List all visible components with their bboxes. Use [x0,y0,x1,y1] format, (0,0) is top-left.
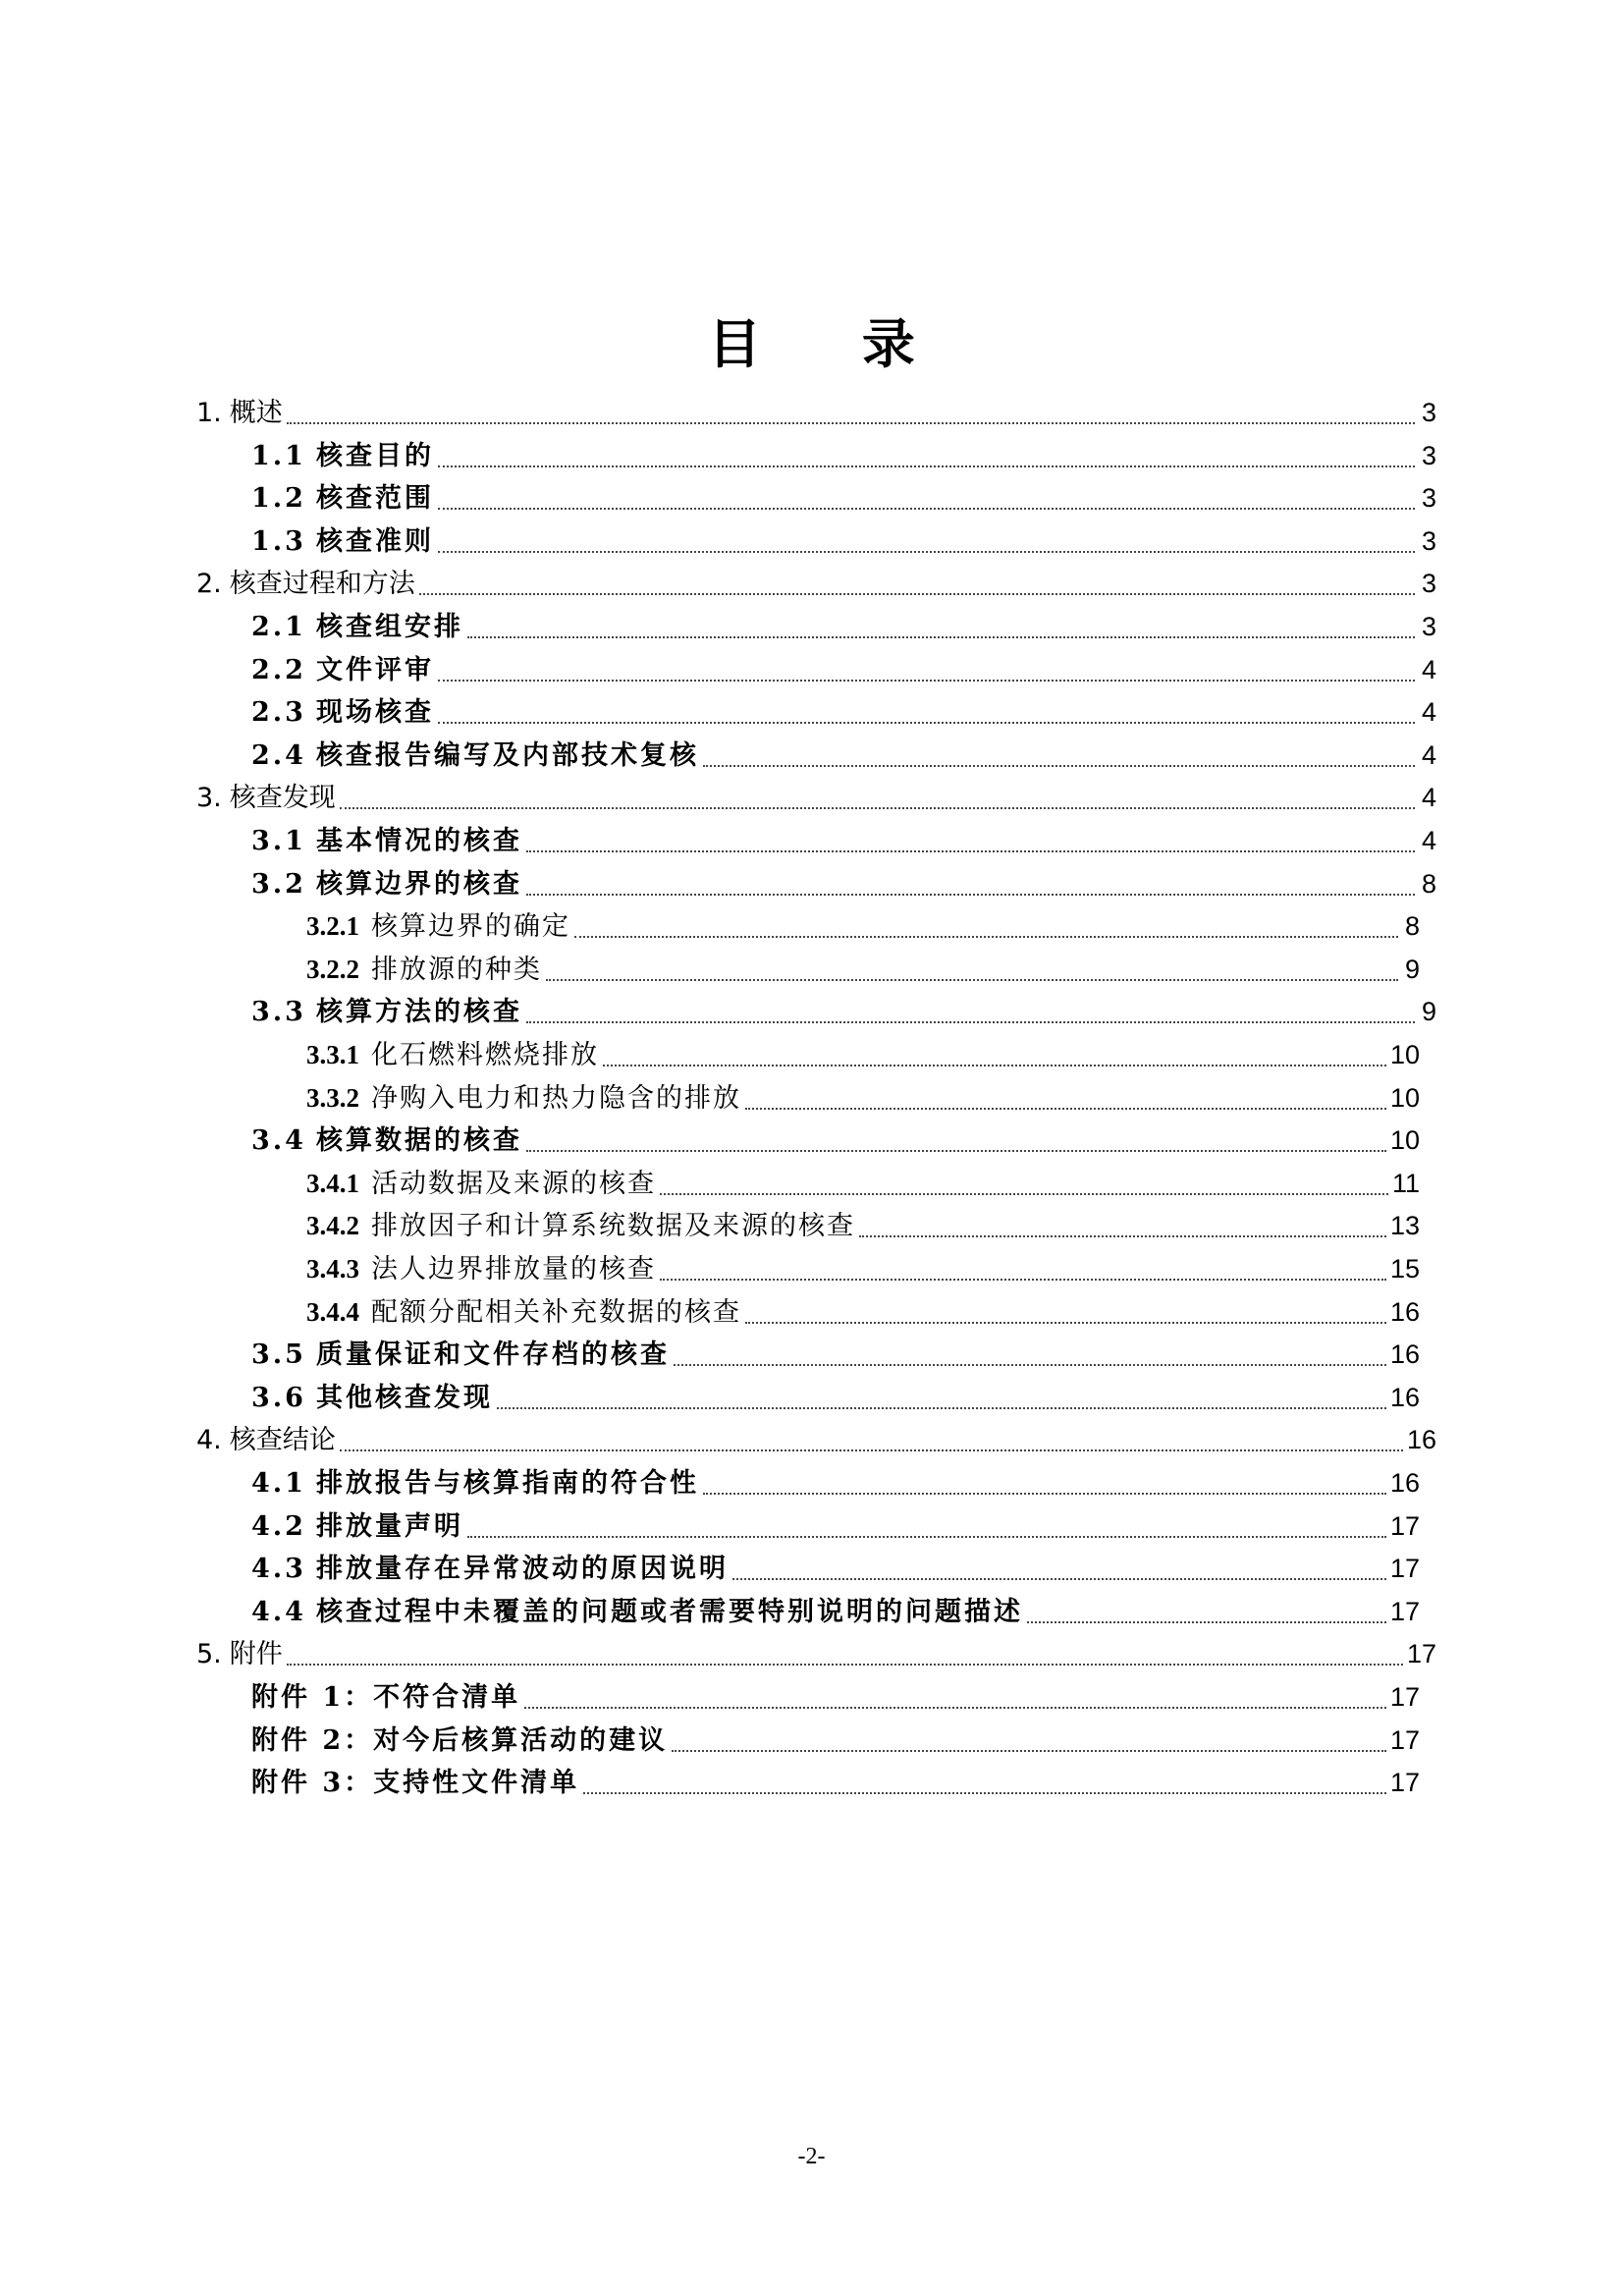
toc-dot-leader [287,1632,1403,1675]
toc-entry[interactable] [306,1204,1420,1247]
toc-entry-page-number: 16 [1389,1382,1420,1412]
toc-entry-title: 文件评审 [315,654,434,685]
toc-entry[interactable] [306,1162,1420,1205]
toc-entry-page-number: 3 [1421,569,1436,599]
toc-entry-title: 净购入电力和热力隐含的排放 [371,1082,741,1114]
toc-entry[interactable] [196,1418,1436,1461]
toc-entry-number: 3.6 [251,1382,306,1413]
toc-dot-leader [660,1247,1386,1290]
toc-dot-leader [419,562,1415,605]
toc-entry[interactable] [196,776,1436,819]
toc-entry-title: 排放报告与核算指南的符合性 [315,1468,699,1499]
toc-entry-number: 3.2 [251,868,306,900]
toc-entry[interactable] [251,1675,1420,1719]
toc-dot-leader [859,1204,1386,1247]
toc-entry-title: 基本情况的核查 [315,826,522,856]
toc-dot-leader [467,605,1415,648]
toc-entry-page-number: 17 [1389,1682,1420,1712]
toc-entry[interactable] [251,648,1436,691]
toc-entry-number: 3.4.2 [306,1211,359,1241]
toc-entry[interactable] [306,1076,1420,1120]
toc-dot-leader [703,1461,1386,1504]
toc-entry[interactable] [251,1719,1420,1762]
toc-dot-leader [574,904,1398,948]
toc-entry-number: 3.2.2 [306,954,359,984]
toc-entry-number: 1.2 [251,483,306,515]
toc-entry-number: 1. [196,398,222,428]
toc-dot-leader [745,1076,1386,1120]
toc-dot-leader [660,1162,1388,1205]
toc-entry-page-number: 4 [1421,654,1436,684]
toc-entry[interactable] [251,862,1436,905]
toc-entry-page-number: 13 [1389,1211,1420,1241]
toc-dot-leader [745,1290,1386,1334]
toc-entry-page-number: 8 [1421,868,1436,899]
toc-dot-leader [526,819,1415,862]
toc-entry-page-number: 17 [1389,1596,1420,1626]
toc-dot-leader [703,734,1415,777]
toc-entry-title: 附件 1：不符合清单 [251,1682,521,1713]
toc-entry-number: 4.3 [251,1554,306,1585]
toc-entry-title: 核查组安排 [315,612,463,642]
toc-entry-title: 现场核查 [315,697,434,729]
toc-entry-number: 1.3 [251,525,306,557]
toc-entry-title: 核算方法的核查 [315,997,522,1028]
toc-entry-title: 排放因子和计算系统数据及来源的核查 [371,1211,855,1242]
toc-entry-page-number: 17 [1389,1768,1420,1798]
toc-entry-number: 4.1 [251,1468,306,1499]
toc-entry-title: 附件 3：支持性文件清单 [251,1768,580,1799]
toc-entry-title: 核算边界的核查 [315,868,522,900]
toc-entry-page-number: 16 [1406,1425,1436,1455]
toc-entry-number: 3.2.1 [306,911,359,942]
toc-dot-leader [438,648,1415,691]
toc-entry-title: 核查报告编写及内部技术复核 [315,739,699,771]
toc-entry[interactable] [196,391,1436,434]
toc-entry[interactable] [251,690,1436,734]
toc-entry[interactable] [196,1632,1436,1675]
toc-dot-leader [546,948,1398,991]
toc-dot-leader [674,1333,1386,1376]
toc-entry[interactable] [251,1504,1420,1548]
toc-dot-leader [340,776,1415,819]
toc-entry-page-number: 17 [1389,1510,1420,1541]
toc-entry-title: 附件 [229,1639,283,1670]
toc-entry-page-number: 16 [1389,1468,1420,1498]
toc-entry-title: 法人边界排放量的核查 [371,1254,656,1285]
toc-entry-title: 核查结论 [229,1425,336,1456]
toc-dot-leader [438,434,1415,477]
toc-entry-page-number: 10 [1389,1125,1420,1156]
toc-entry[interactable] [251,1547,1420,1590]
toc-entry[interactable] [251,990,1436,1033]
toc-entry-title: 核查发现 [229,783,336,814]
toc-entry-title: 活动数据及来源的核查 [371,1168,656,1199]
toc-entry[interactable] [251,1333,1420,1376]
toc-entry-number: 1.1 [251,440,306,471]
toc-entry-number: 3.3 [251,997,306,1028]
toc-entry-page-number: 17 [1406,1639,1436,1669]
toc-entry-page-number: 9 [1421,997,1436,1027]
toc-entry-page-number: 9 [1404,954,1420,984]
toc-dot-leader [497,1376,1386,1419]
toc-entry-page-number: 3 [1421,398,1436,427]
toc-entry[interactable] [306,1247,1420,1290]
toc-entry-title: 核算数据的核查 [315,1125,522,1157]
toc-entry-title: 化石燃料燃烧排放 [371,1040,599,1070]
toc-entry-number: 3.4 [251,1125,306,1157]
toc-title: 目 录 [708,313,956,375]
toc-entry-title: 概述 [229,398,283,428]
toc-entry-number: 4. [196,1425,222,1456]
toc-entry-number: 3. [196,783,222,814]
toc-entry[interactable] [251,1376,1420,1419]
toc-entry-page-number: 16 [1389,1296,1420,1327]
toc-entry-number: 2.1 [251,612,306,642]
toc-entry-number: 3.5 [251,1339,306,1371]
toc-entry[interactable] [251,1461,1420,1504]
toc-entry-page-number: 10 [1389,1082,1420,1113]
toc-dot-leader [438,476,1415,519]
toc-entry-page-number: 16 [1389,1339,1420,1370]
toc-entry[interactable] [196,562,1436,605]
toc-dot-leader [287,391,1415,434]
toc-entry-page-number: 17 [1389,1724,1420,1755]
toc-dot-leader [672,1719,1386,1762]
toc-dot-leader [732,1547,1386,1590]
toc-entry[interactable] [306,1290,1420,1334]
toc-dot-leader [524,1675,1386,1719]
toc-entry-page-number: 4 [1421,739,1436,770]
toc-entry-title: 排放源的种类 [371,954,542,985]
toc-entry-number: 4.2 [251,1510,306,1542]
toc-entry-number: 2.2 [251,654,306,685]
toc-entry-number: 3.3.1 [306,1040,359,1069]
toc-entry[interactable] [251,1119,1420,1162]
toc-dot-leader [526,862,1415,905]
toc-entry-number: 3.1 [251,826,306,856]
toc-dot-leader [467,1504,1386,1548]
toc-entry-page-number: 15 [1389,1254,1420,1284]
toc-entry-number: 3.3.2 [306,1082,359,1113]
toc-entry[interactable] [306,948,1420,991]
toc-entry-title: 核查范围 [315,483,434,515]
toc-entry-title: 质量保证和文件存档的核查 [315,1339,670,1371]
toc-entry-title: 排放量存在异常波动的原因说明 [315,1554,729,1585]
toc-dot-leader [583,1761,1386,1804]
toc-entry[interactable] [251,476,1436,519]
toc-entry[interactable] [251,734,1436,777]
toc-dot-leader [438,690,1415,734]
toc-entry-page-number: 17 [1389,1554,1420,1584]
toc-entry-number: 3.4.3 [306,1254,359,1284]
toc-entry-number: 2.3 [251,697,306,729]
toc-dot-leader [340,1418,1403,1461]
toc-entry[interactable] [251,434,1436,477]
toc-entry-page-number: 11 [1391,1168,1420,1198]
toc-entry-number: 2. [196,569,222,600]
toc-dot-leader [603,1033,1386,1076]
toc-entry-title: 核查准则 [315,525,434,557]
toc-dot-leader [438,519,1415,563]
toc-entry-page-number: 3 [1421,612,1436,641]
toc-entry[interactable] [306,904,1420,948]
toc-entry-page-number: 4 [1421,783,1436,813]
toc-entry-title: 核查过程中未覆盖的问题或者需要特别说明的问题描述 [315,1596,1023,1627]
toc-entry[interactable] [251,819,1436,862]
toc-entry-number: 5. [196,1639,222,1670]
toc-dot-leader [526,990,1415,1033]
toc-entry[interactable] [306,1033,1420,1076]
toc-entry-title: 核查过程和方法 [229,569,415,600]
toc-entry-page-number: 3 [1421,525,1436,556]
toc-entry-title: 其他核查发现 [315,1382,493,1413]
toc-entry-number: 3.4.4 [306,1296,359,1327]
toc-dot-leader [526,1119,1386,1162]
toc-entry-number: 3.4.1 [306,1168,359,1198]
toc-entry[interactable] [251,1761,1420,1804]
toc-entry-number: 2.4 [251,739,306,771]
toc-entry[interactable] [251,519,1436,563]
toc-entry-page-number: 8 [1404,911,1420,942]
toc-entry-page-number: 3 [1421,483,1436,514]
toc-entry-title: 核查目的 [315,440,434,471]
toc-entry-page-number: 4 [1421,697,1436,728]
toc-entry-page-number: 3 [1421,440,1436,470]
toc-entry-title: 核算边界的确定 [371,911,570,943]
toc-entry-title: 排放量声明 [315,1510,463,1542]
toc-entry[interactable] [251,605,1436,648]
toc-entry-title: 附件 2：对今后核算活动的建议 [251,1724,669,1756]
toc-entry-page-number: 4 [1421,826,1436,855]
toc-entry-title: 配额分配相关补充数据的核查 [371,1296,741,1328]
toc-entry-number: 4.4 [251,1596,306,1627]
toc-dot-leader [1027,1590,1386,1633]
toc-entry-page-number: 10 [1389,1040,1420,1069]
toc-entry[interactable] [251,1590,1420,1633]
page-number-footer: -2- [797,2144,826,2169]
